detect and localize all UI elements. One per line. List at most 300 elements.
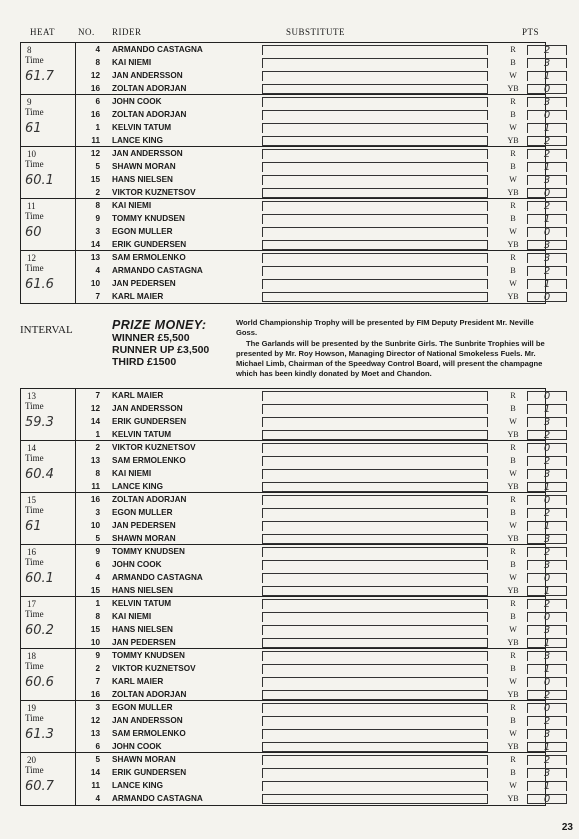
gate-color: B <box>510 404 516 413</box>
rider-number: 5 <box>95 755 100 764</box>
substitute-box <box>262 651 488 661</box>
heat-number: 17 <box>27 599 36 609</box>
substitute-box <box>262 690 488 700</box>
rider-number: 10 <box>90 638 100 647</box>
rider-row <box>76 779 551 792</box>
gate-color: YB <box>507 742 519 751</box>
rider-number: 16 <box>90 495 100 504</box>
rider-number: 4 <box>95 573 100 582</box>
rider-row <box>76 519 551 532</box>
prize-money-title: PRIZE MONEY: <box>112 318 207 332</box>
time-label: Time <box>25 107 44 117</box>
time-label: Time <box>25 263 44 273</box>
points-box: 2 <box>527 690 567 700</box>
heat-time: 61 <box>25 519 42 534</box>
substitute-box <box>262 768 488 778</box>
gate-color: W <box>509 677 517 686</box>
rider-row <box>76 558 551 571</box>
gate-color: B <box>510 768 516 777</box>
substitute-box <box>262 149 488 159</box>
heat-number: 13 <box>27 391 36 401</box>
points-box: 3 <box>527 253 567 263</box>
rider-row <box>76 454 551 467</box>
points-box: 1 <box>527 664 567 674</box>
heat-block <box>21 597 551 649</box>
heat-number: 16 <box>27 547 36 557</box>
rider-number: 11 <box>91 482 100 491</box>
rider-row <box>76 290 551 303</box>
substitute-box <box>262 547 488 557</box>
rider-name: ZOLTAN ADORJAN <box>112 495 187 504</box>
gate-color: W <box>509 573 517 582</box>
rider-number: 12 <box>90 71 100 80</box>
points-box: 0 <box>527 612 567 622</box>
prize-money-block <box>112 318 228 368</box>
points-box: 0 <box>527 794 567 804</box>
substitute-box <box>262 404 488 414</box>
points-box: 3 <box>527 175 567 185</box>
rider-rows <box>76 251 551 303</box>
notes-paragraph: World Championship Trophy will be presented by FIM Deputy President Mr. Neville Goss. <box>236 318 534 337</box>
rider-row <box>76 82 551 95</box>
points-box: 3 <box>527 97 567 107</box>
rider-rows <box>76 545 551 597</box>
rider-row <box>76 493 551 506</box>
rider-number: 16 <box>90 110 100 119</box>
rider-number: 3 <box>95 508 100 517</box>
heat-cell <box>21 701 76 752</box>
points-box: 2 <box>527 547 567 557</box>
points-box: 3 <box>527 58 567 68</box>
time-label: Time <box>25 211 44 221</box>
gate-color: W <box>509 71 517 80</box>
substitute-box <box>262 201 488 211</box>
heats-table-bottom <box>20 388 551 806</box>
heat-cell <box>21 389 76 440</box>
rider-row <box>76 415 551 428</box>
points-box: 1 <box>527 123 567 133</box>
rider-number: 5 <box>95 534 100 543</box>
heat-number: 10 <box>27 149 36 159</box>
rider-row <box>76 428 551 441</box>
rider-row <box>76 389 551 402</box>
rider-number: 11 <box>91 136 100 145</box>
page-number: 23 <box>561 822 573 833</box>
points-box: 3 <box>527 768 567 778</box>
heat-block <box>21 753 551 805</box>
rider-number: 3 <box>95 703 100 712</box>
gate-color: R <box>510 201 516 210</box>
heat-cell <box>21 199 76 250</box>
rider-rows <box>76 389 551 441</box>
heat-number: 9 <box>27 97 32 107</box>
rider-name: ERIK GUNDERSEN <box>112 768 187 777</box>
rider-name: TOMMY KNUDSEN <box>112 651 185 660</box>
heat-time: 60.7 <box>25 779 54 794</box>
points-box: 3 <box>527 729 567 739</box>
rider-name: HANS NIELSEN <box>112 586 173 595</box>
time-label: Time <box>25 713 44 723</box>
rider-name: LANCE KING <box>112 781 163 790</box>
time-label: Time <box>25 55 44 65</box>
heat-cell <box>21 441 76 492</box>
heat-cell <box>21 95 76 146</box>
points-box: 1 <box>527 638 567 648</box>
heat-cell <box>21 493 76 544</box>
points-box: 0 <box>527 227 567 237</box>
substitute-box <box>262 45 488 55</box>
rider-name: VIKTOR KUZNETSOV <box>112 188 196 197</box>
rider-name: KAI NIEMI <box>112 58 152 67</box>
substitute-box <box>262 253 488 263</box>
substitute-box <box>262 58 488 68</box>
rider-name: KARL MAIER <box>112 677 164 686</box>
gate-color: B <box>510 162 516 171</box>
rider-name: SHAWN MORAN <box>112 534 176 543</box>
substitute-box <box>262 175 488 185</box>
rider-row <box>76 56 551 69</box>
rider-row <box>76 467 551 480</box>
rider-row <box>76 545 551 558</box>
rider-name: KELVIN TATUM <box>112 123 172 132</box>
rider-row <box>76 69 551 82</box>
heat-cell <box>21 753 76 805</box>
rider-row <box>76 95 551 108</box>
rider-number: 1 <box>95 430 100 439</box>
points-box: 2 <box>527 149 567 159</box>
rider-name: JAN PEDERSEN <box>112 521 176 530</box>
points-box: 1 <box>527 586 567 596</box>
rider-row <box>76 173 551 186</box>
rider-row <box>76 675 551 688</box>
substitute-box <box>262 573 488 583</box>
substitute-box <box>262 97 488 107</box>
heat-block <box>21 441 551 493</box>
points-box: 1 <box>527 781 567 791</box>
rider-number: 15 <box>90 625 100 634</box>
substitute-box <box>262 625 488 635</box>
rider-rows <box>76 701 551 753</box>
heat-number: 15 <box>27 495 36 505</box>
gate-color: B <box>510 58 516 67</box>
rider-rows <box>76 199 551 251</box>
points-box: 0 <box>527 84 567 94</box>
substitute-box <box>262 482 488 492</box>
gate-color: B <box>510 456 516 465</box>
time-label: Time <box>25 557 44 567</box>
heat-block <box>21 95 551 147</box>
gate-color: R <box>510 651 516 660</box>
points-box: 2 <box>527 201 567 211</box>
substitute-box <box>262 794 488 804</box>
heats-table-top <box>20 42 551 304</box>
points-box: 0 <box>527 495 567 505</box>
gate-color: W <box>509 625 517 634</box>
heat-number: 20 <box>27 755 36 765</box>
rider-number: 3 <box>95 227 100 236</box>
heat-block <box>21 389 551 441</box>
rider-number: 16 <box>90 84 100 93</box>
time-label: Time <box>25 765 44 775</box>
rider-row <box>76 649 551 662</box>
gate-color: B <box>510 110 516 119</box>
substitute-box <box>262 136 488 146</box>
rider-name: ARMANDO CASTAGNA <box>112 794 203 803</box>
heat-time: 61 <box>25 121 42 136</box>
gate-color: B <box>510 612 516 621</box>
rider-row <box>76 766 551 779</box>
rider-name: EGON MULLER <box>112 508 173 517</box>
rider-number: 13 <box>90 729 100 738</box>
gate-color: B <box>510 560 516 569</box>
points-box: 1 <box>527 279 567 289</box>
rider-row <box>76 43 551 56</box>
gate-color: W <box>509 123 517 132</box>
substitute-box <box>262 586 488 596</box>
rider-rows <box>76 441 551 493</box>
rider-number: 12 <box>90 716 100 725</box>
heat-cell <box>21 597 76 648</box>
heat-time: 60.1 <box>25 173 54 188</box>
rider-row <box>76 147 551 160</box>
heat-number: 19 <box>27 703 36 713</box>
heat-number: 11 <box>27 201 36 211</box>
rider-name: ARMANDO CASTAGNA <box>112 45 203 54</box>
gate-color: YB <box>507 534 519 543</box>
rider-number: 8 <box>95 469 100 478</box>
heat-block <box>21 701 551 753</box>
rider-name: ZOLTAN ADORJAN <box>112 110 187 119</box>
rider-row <box>76 277 551 290</box>
rider-name: LANCE KING <box>112 482 163 491</box>
time-label: Time <box>25 609 44 619</box>
heat-block <box>21 147 551 199</box>
substitute-box <box>262 677 488 687</box>
rider-name: ERIK GUNDERSEN <box>112 417 187 426</box>
gate-color: W <box>509 781 517 790</box>
gate-color: W <box>509 227 517 236</box>
rider-name: SAM ERMOLENKO <box>112 456 186 465</box>
substitute-box <box>262 430 488 440</box>
rider-row <box>76 753 551 766</box>
gate-color: YB <box>507 638 519 647</box>
substitute-box <box>262 214 488 224</box>
rider-number: 14 <box>90 417 100 426</box>
rider-row <box>76 610 551 623</box>
rider-number: 13 <box>90 253 100 262</box>
rider-row <box>76 532 551 545</box>
gate-color: R <box>510 391 516 400</box>
rider-row <box>76 251 551 264</box>
rider-name: TOMMY KNUDSEN <box>112 547 185 556</box>
rider-name: KELVIN TATUM <box>112 430 172 439</box>
rider-number: 12 <box>90 404 100 413</box>
time-label: Time <box>25 505 44 515</box>
heat-number: 12 <box>27 253 36 263</box>
rider-row <box>76 688 551 701</box>
points-box: 2 <box>527 136 567 146</box>
rider-number: 4 <box>95 794 100 803</box>
substitute-box <box>262 508 488 518</box>
time-label: Time <box>25 159 44 169</box>
heat-time: 59.3 <box>25 415 54 430</box>
rider-number: 16 <box>90 690 100 699</box>
points-box: 1 <box>527 162 567 172</box>
substitute-box <box>262 703 488 713</box>
time-label: Time <box>25 453 44 463</box>
points-box: 2 <box>527 599 567 609</box>
rider-number: 10 <box>90 521 100 530</box>
heat-cell <box>21 545 76 596</box>
rider-name: KAI NIEMI <box>112 201 152 210</box>
rider-number: 10 <box>90 279 100 288</box>
prize-runner-up: RUNNER UP £3,500 <box>112 344 210 356</box>
rider-number: 5 <box>95 162 100 171</box>
substitute-box <box>262 391 488 401</box>
substitute-box <box>262 638 488 648</box>
gate-color: B <box>510 214 516 223</box>
gate-color: W <box>509 521 517 530</box>
heat-block <box>21 493 551 545</box>
points-box: 2 <box>527 716 567 726</box>
rider-row <box>76 727 551 740</box>
rider-number: 4 <box>95 45 100 54</box>
rider-row <box>76 441 551 454</box>
rider-number: 9 <box>95 651 100 660</box>
rider-rows <box>76 43 551 95</box>
rider-row <box>76 506 551 519</box>
gate-color: R <box>510 703 516 712</box>
gate-color: YB <box>507 482 519 491</box>
substitute-box <box>262 71 488 81</box>
rider-number: 6 <box>95 97 100 106</box>
gate-color: R <box>510 45 516 54</box>
rider-row <box>76 571 551 584</box>
heat-cell <box>21 43 76 94</box>
rider-row <box>76 740 551 753</box>
presentation-notes <box>236 318 556 379</box>
gate-color: YB <box>507 586 519 595</box>
rider-row <box>76 402 551 415</box>
points-box: 1 <box>527 214 567 224</box>
points-box: 2 <box>527 755 567 765</box>
points-box: 2 <box>527 456 567 466</box>
rider-row <box>76 714 551 727</box>
rider-name: JAN ANDERSSON <box>112 71 183 80</box>
column-pts-header: PTS <box>522 27 540 37</box>
points-box: 1 <box>527 404 567 414</box>
rider-number: 1 <box>95 599 100 608</box>
rider-rows <box>76 649 551 701</box>
column-rider-header: RIDER <box>112 27 142 37</box>
rider-number: 2 <box>95 443 100 452</box>
points-box: 1 <box>527 482 567 492</box>
rider-number: 2 <box>95 664 100 673</box>
gate-color: YB <box>507 690 519 699</box>
rider-number: 8 <box>95 612 100 621</box>
heat-cell <box>21 251 76 303</box>
substitute-box <box>262 664 488 674</box>
rider-row <box>76 662 551 675</box>
rider-row <box>76 160 551 173</box>
rider-number: 4 <box>95 266 100 275</box>
points-box: 0 <box>527 443 567 453</box>
heat-time: 60.1 <box>25 571 54 586</box>
gate-color: YB <box>507 188 519 197</box>
points-box: 0 <box>527 573 567 583</box>
rider-name: JAN PEDERSEN <box>112 279 176 288</box>
rider-row <box>76 212 551 225</box>
heat-time: 60.2 <box>25 623 54 638</box>
rider-row <box>76 108 551 121</box>
points-box: 3 <box>527 560 567 570</box>
gate-color: B <box>510 716 516 725</box>
rider-row <box>76 792 551 805</box>
rider-name: ERIK GUNDERSEN <box>112 240 187 249</box>
rider-name: EGON MULLER <box>112 703 173 712</box>
points-box: 2 <box>527 45 567 55</box>
substitute-box <box>262 279 488 289</box>
heat-number: 14 <box>27 443 36 453</box>
rider-name: VIKTOR KUZNETSOV <box>112 664 196 673</box>
time-label: Time <box>25 661 44 671</box>
gate-color: YB <box>507 794 519 803</box>
rider-name: TOMMY KNUDSEN <box>112 214 185 223</box>
heat-block <box>21 43 551 95</box>
rider-rows <box>76 597 551 649</box>
rider-name: EGON MULLER <box>112 227 173 236</box>
heat-block <box>21 251 551 303</box>
heat-number: 18 <box>27 651 36 661</box>
points-box: 2 <box>527 430 567 440</box>
heat-time: 60 <box>25 225 42 240</box>
substitute-box <box>262 227 488 237</box>
rider-name: JOHN COOK <box>112 97 162 106</box>
rider-number: 15 <box>90 175 100 184</box>
rider-name: SHAWN MORAN <box>112 162 176 171</box>
heat-time: 61.7 <box>25 69 54 84</box>
rider-name: JOHN COOK <box>112 560 162 569</box>
substitute-box <box>262 456 488 466</box>
gate-color: R <box>510 149 516 158</box>
heat-time: 60.6 <box>25 675 54 690</box>
rider-row <box>76 238 551 251</box>
rider-row <box>76 623 551 636</box>
rider-number: 1 <box>95 123 100 132</box>
substitute-box <box>262 469 488 479</box>
rider-number: 7 <box>95 391 100 400</box>
heat-block <box>21 545 551 597</box>
gate-color: R <box>510 755 516 764</box>
points-box: 3 <box>527 240 567 250</box>
rider-row <box>76 701 551 714</box>
gate-color: W <box>509 175 517 184</box>
points-box: 0 <box>527 188 567 198</box>
points-box: 2 <box>527 266 567 276</box>
points-box: 3 <box>527 534 567 544</box>
heat-cell <box>21 649 76 700</box>
rider-row <box>76 597 551 610</box>
rider-number: 9 <box>95 547 100 556</box>
rider-name: KAI NIEMI <box>112 612 152 621</box>
rider-number: 14 <box>90 240 100 249</box>
gate-color: R <box>510 97 516 106</box>
rider-name: KAI NIEMI <box>112 469 152 478</box>
gate-color: B <box>510 266 516 275</box>
prize-third: THIRD £1500 <box>112 356 177 368</box>
rider-name: JAN ANDERSSON <box>112 716 183 725</box>
gate-color: B <box>510 508 516 517</box>
